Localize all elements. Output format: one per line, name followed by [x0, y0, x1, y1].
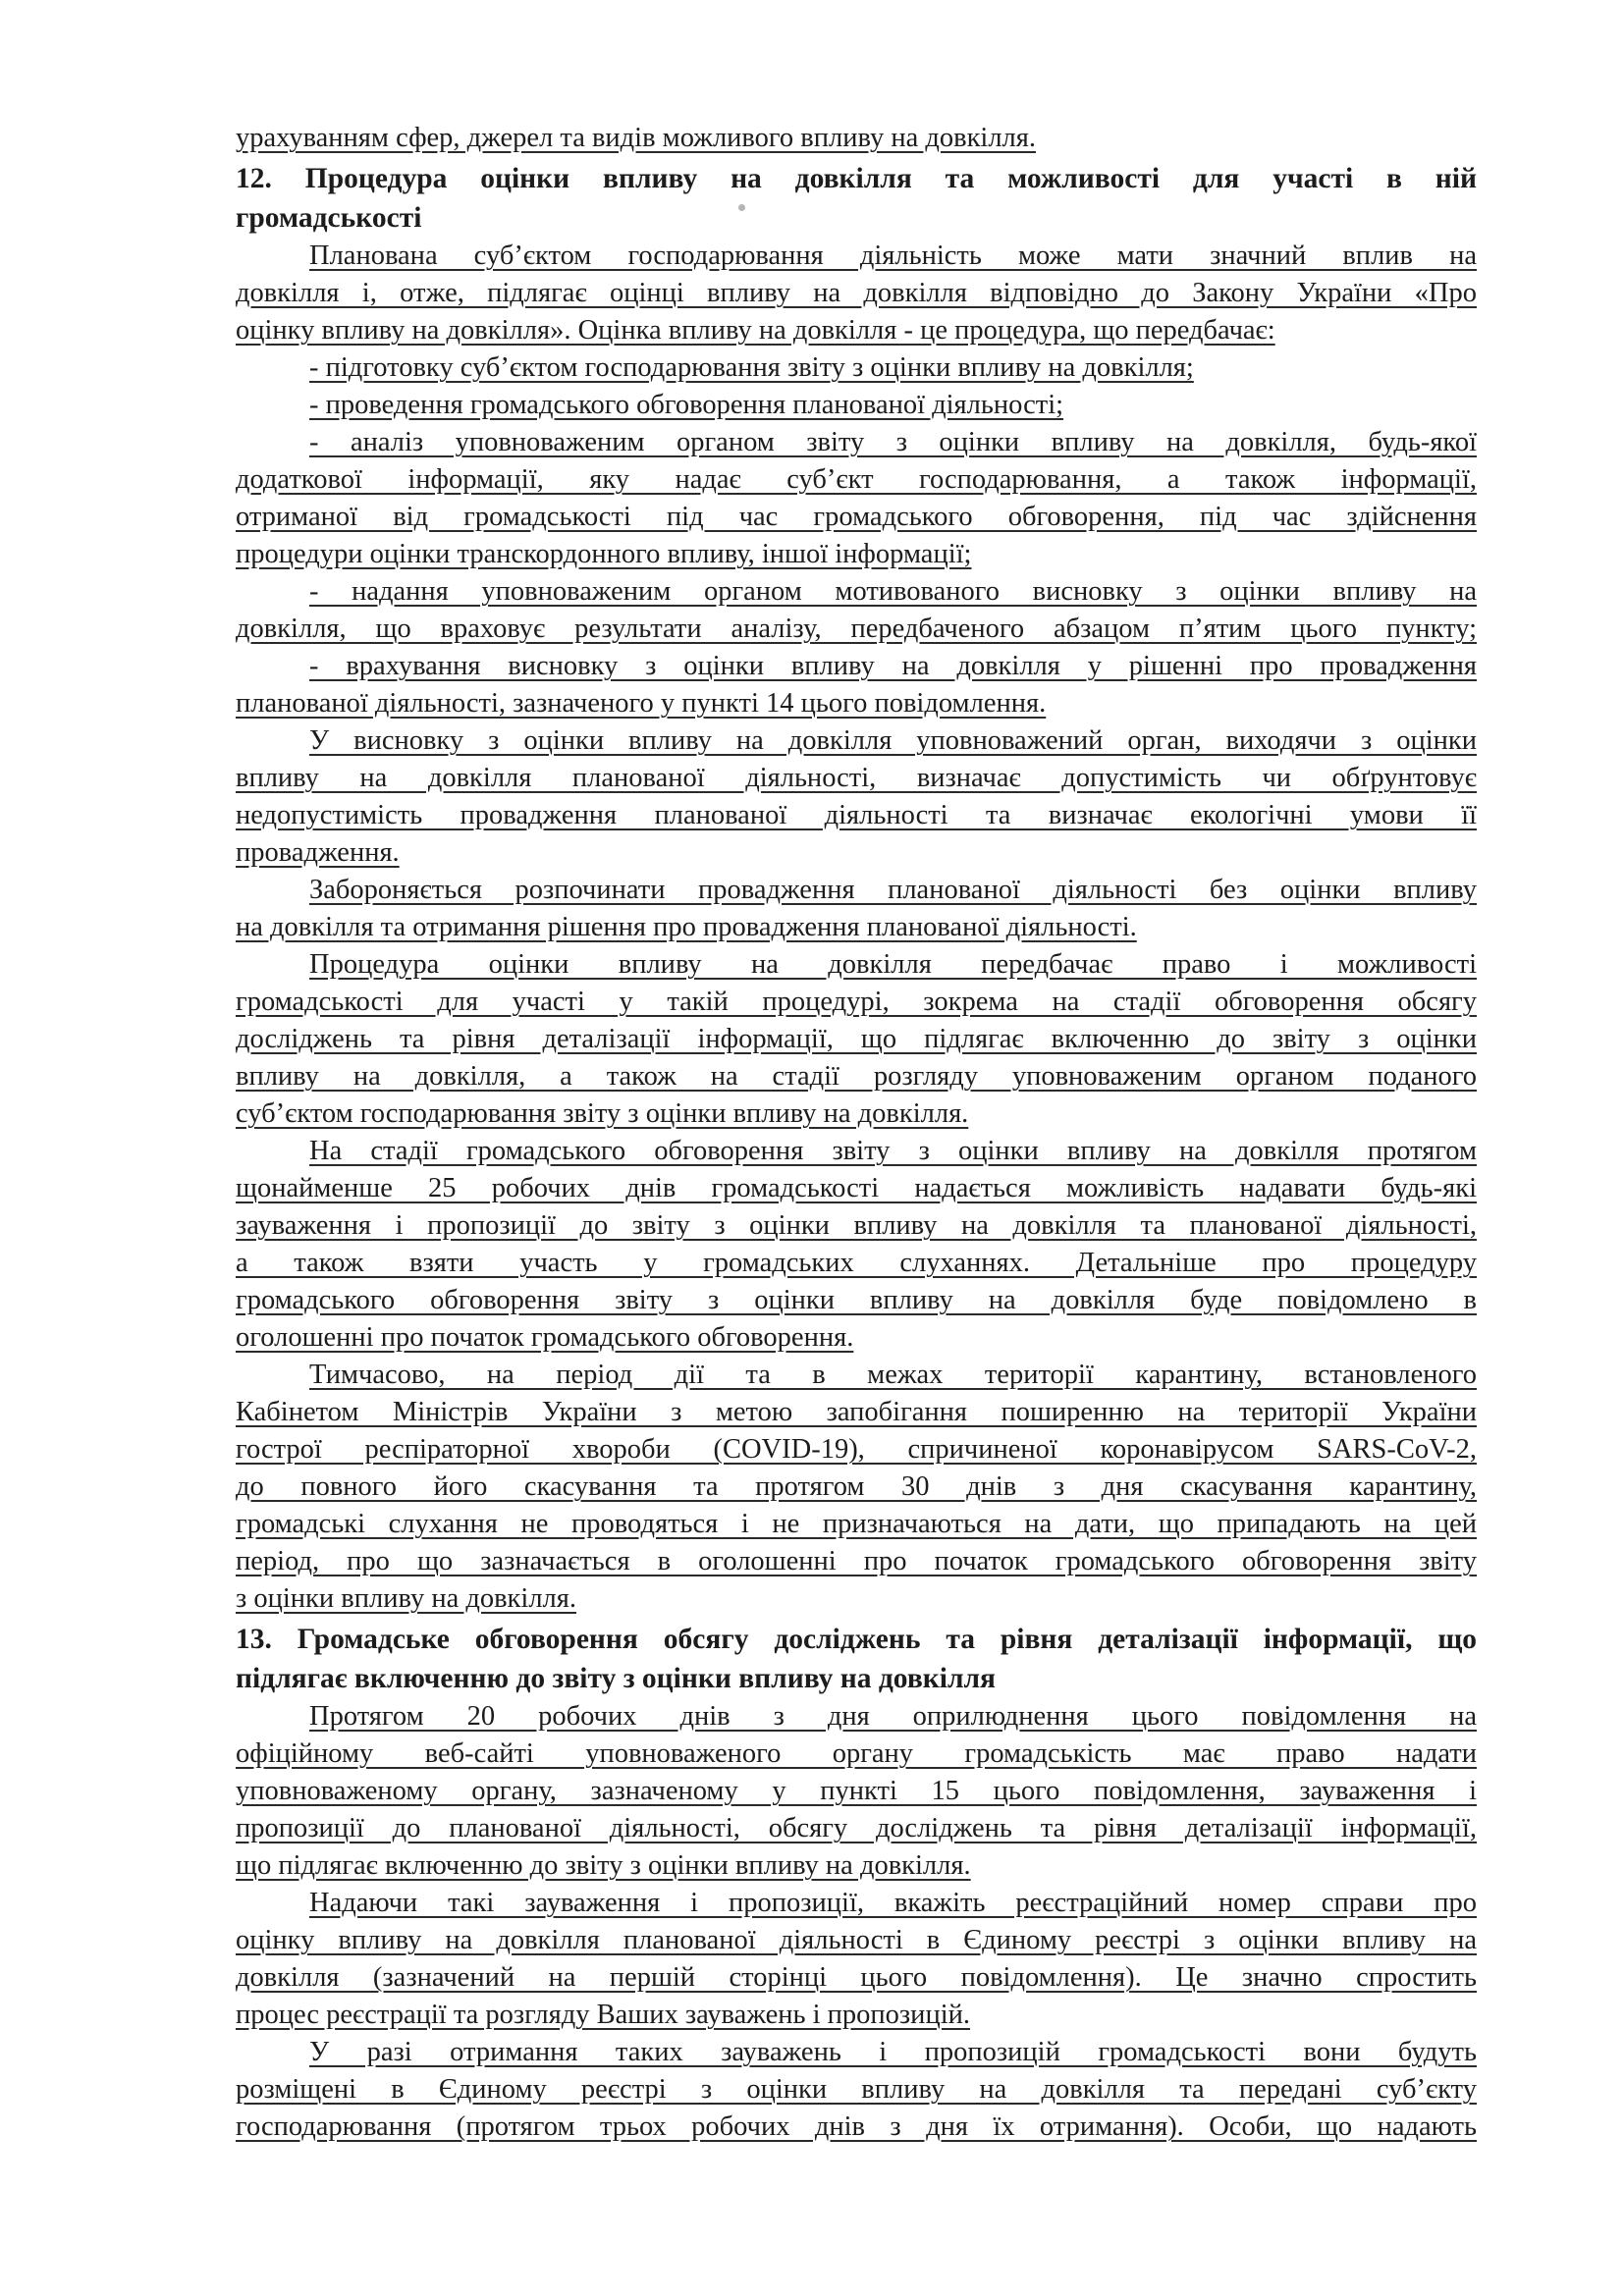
text-line: впливу на довкілля планованої діяльності, визначає допустимість чи обґрунтовує — [236, 763, 1477, 793]
text-line: уповноваженому органу, зазначеному у пункті 15 цього повідомлення, зауваження і — [236, 1776, 1477, 1806]
text-line: впливу на довкілля, а також на стадії розгляду уповноваженим органом поданого — [236, 1061, 1477, 1092]
text-line: Тимчасово, на період дії та в межах території карантину, встановленого — [309, 1360, 1477, 1390]
text-line: громадські слухання не проводяться і не призначаються на дати, що припадають на цей — [236, 1509, 1477, 1539]
text-line: отриманої від громадськості під час громадського обговорення, під час здійснення — [236, 502, 1477, 532]
text-line: додаткової інформації, яку надає суб’єкт господарювання, а також інформації, — [236, 464, 1477, 495]
text-line: процедури оцінки транскордонного впливу, іншої інформації; — [236, 539, 972, 569]
text-line: гострої респіраторної хвороби (COVID-19), спричиненої коронавірусом SARS-CoV-2, — [236, 1434, 1477, 1465]
text-line: досліджень та рівня деталізації інформації, що підлягає включенню до звіту з оцінки — [236, 1024, 1477, 1054]
list-item: - аналіз уповноваженим органом звіту з оцінки впливу на довкілля, будь-якої — [309, 427, 1477, 457]
text-line: а також взяти участь у громадських слуханнях. Детальніше про процедуру — [236, 1248, 1477, 1278]
text-line: громадськості для участі у такій процедурі, зокрема на стадії обговорення обсягу — [236, 987, 1477, 1017]
section-12-heading: 12. Процедура оцінки впливу на довкілля та можливості для участі в ній — [236, 163, 1477, 194]
section-12-heading-cont: громадськості — [236, 202, 422, 234]
section-13-heading: 13. Громадське обговорення обсягу досліджень та рівня деталізації інформації, що — [236, 1624, 1477, 1655]
text-line: Кабінетом Міністрів України з метою запобігання поширенню на території України — [236, 1397, 1477, 1427]
list-item: - проведення громадського обговорення планованої діяльності; — [309, 390, 1064, 420]
text-line: Протягом 20 робочих днів з дня оприлюднення цього повідомлення на — [309, 1701, 1477, 1732]
text-line: щонайменше 25 робочих днів громадськості надається можливість надавати будь-які — [236, 1173, 1477, 1203]
text-line: недопустимість провадження планованої діяльності та визначає екологічні умови її — [236, 800, 1477, 830]
text-line: довкілля і, отже, підлягає оцінці впливу на довкілля відповідно до Закону України «Про — [236, 278, 1477, 308]
text-line: процес реєстрації та розгляду Ваших зауважень і пропозицій. — [236, 2000, 970, 2030]
text-line: на довкілля та отримання рішення про провадження планованої діяльності. — [236, 912, 1137, 942]
text-line: до повного його скасування та протягом 30 днів з дня скасування карантину, — [236, 1471, 1477, 1502]
text-line: суб’єктом господарювання звіту з оцінки впливу на довкілля. — [236, 1098, 969, 1129]
text-line: що підлягає включенню до звіту з оцінки впливу на довкілля. — [236, 1850, 971, 1881]
text-line: розміщені в Єдиному реєстрі з оцінки впливу на довкілля та передані суб’єкту — [236, 2074, 1477, 2105]
list-item: - врахування висновку з оцінки впливу на довкілля у рішенні про провадження — [309, 651, 1477, 681]
text-line: Планована суб’єктом господарювання діяльність може мати значний вплив на — [309, 240, 1477, 271]
text-line: У висновку з оцінки впливу на довкілля уповноважений орган, виходячи з оцінки — [309, 725, 1477, 756]
text-line: планованої діяльності, зазначеного у пункті 14 цього повідомлення. — [236, 688, 1047, 719]
text-line: урахуванням сфер, джерел та видів можливого впливу на довкілля. — [236, 123, 1037, 153]
section-13-heading-cont: підлягає включенню до звіту з оцінки впливу на довкілля — [236, 1663, 997, 1694]
scan-speck — [738, 204, 745, 211]
text-line: оголошенні про початок громадського обговорення. — [236, 1322, 854, 1353]
text-line: господарювання (протягом трьох робочих днів з дня їх отримання). Особи, що надають — [236, 2111, 1477, 2142]
text-line: громадського обговорення звіту з оцінки впливу на довкілля буде повідомлено в — [236, 1285, 1477, 1315]
list-item: - надання уповноваженим органом мотивованого висновку з оцінки впливу на — [309, 576, 1477, 607]
text-line: довкілля, що враховує результати аналізу, передбаченого абзацом п’ятим цього пункту; — [236, 614, 1477, 644]
text-line: з оцінки впливу на довкілля. — [236, 1583, 576, 1614]
text-line: Забороняється розпочинати провадження планованої діяльності без оцінки впливу — [309, 875, 1477, 905]
text-line: період, про що зазначається в оголошенні про початок громадського обговорення звіту — [236, 1546, 1477, 1576]
text-line: провадження. — [236, 837, 400, 868]
text-line: У разі отримання таких зауважень і пропозицій громадськості вони будуть — [309, 2037, 1477, 2067]
text-line: офіційному веб-сайті уповноваженого органу громадськість має право надати — [236, 1738, 1477, 1769]
text-line: На стадії громадського обговорення звіту з оцінки впливу на довкілля протягом — [309, 1136, 1477, 1166]
text-line: Надаючи такі зауваження і пропозиції, вкажіть реєстраційний номер справи про — [309, 1888, 1477, 1918]
text-line: Процедура оцінки впливу на довкілля передбачає право і можливості — [309, 949, 1477, 980]
text-line: оцінку впливу на довкілля планованої діяльності в Єдиному реєстрі з оцінки впливу на — [236, 1925, 1477, 1955]
text-line: пропозиції до планованої діяльності, обсягу досліджень та рівня деталізації інформації, — [236, 1813, 1477, 1843]
list-item: - підготовку суб’єктом господарювання звіту з оцінки впливу на довкілля; — [309, 352, 1194, 383]
text-line: довкілля (зазначений на першій сторінці цього повідомлення). Це значно спростить — [236, 1962, 1477, 1993]
text-line: зауваження і пропозиції до звіту з оцінки впливу на довкілля та планованої діяльності, — [236, 1210, 1477, 1241]
text-line: оцінку впливу на довкілля». Оцінка впливу на довкілля - це процедура, що передбачає: — [236, 315, 1275, 346]
